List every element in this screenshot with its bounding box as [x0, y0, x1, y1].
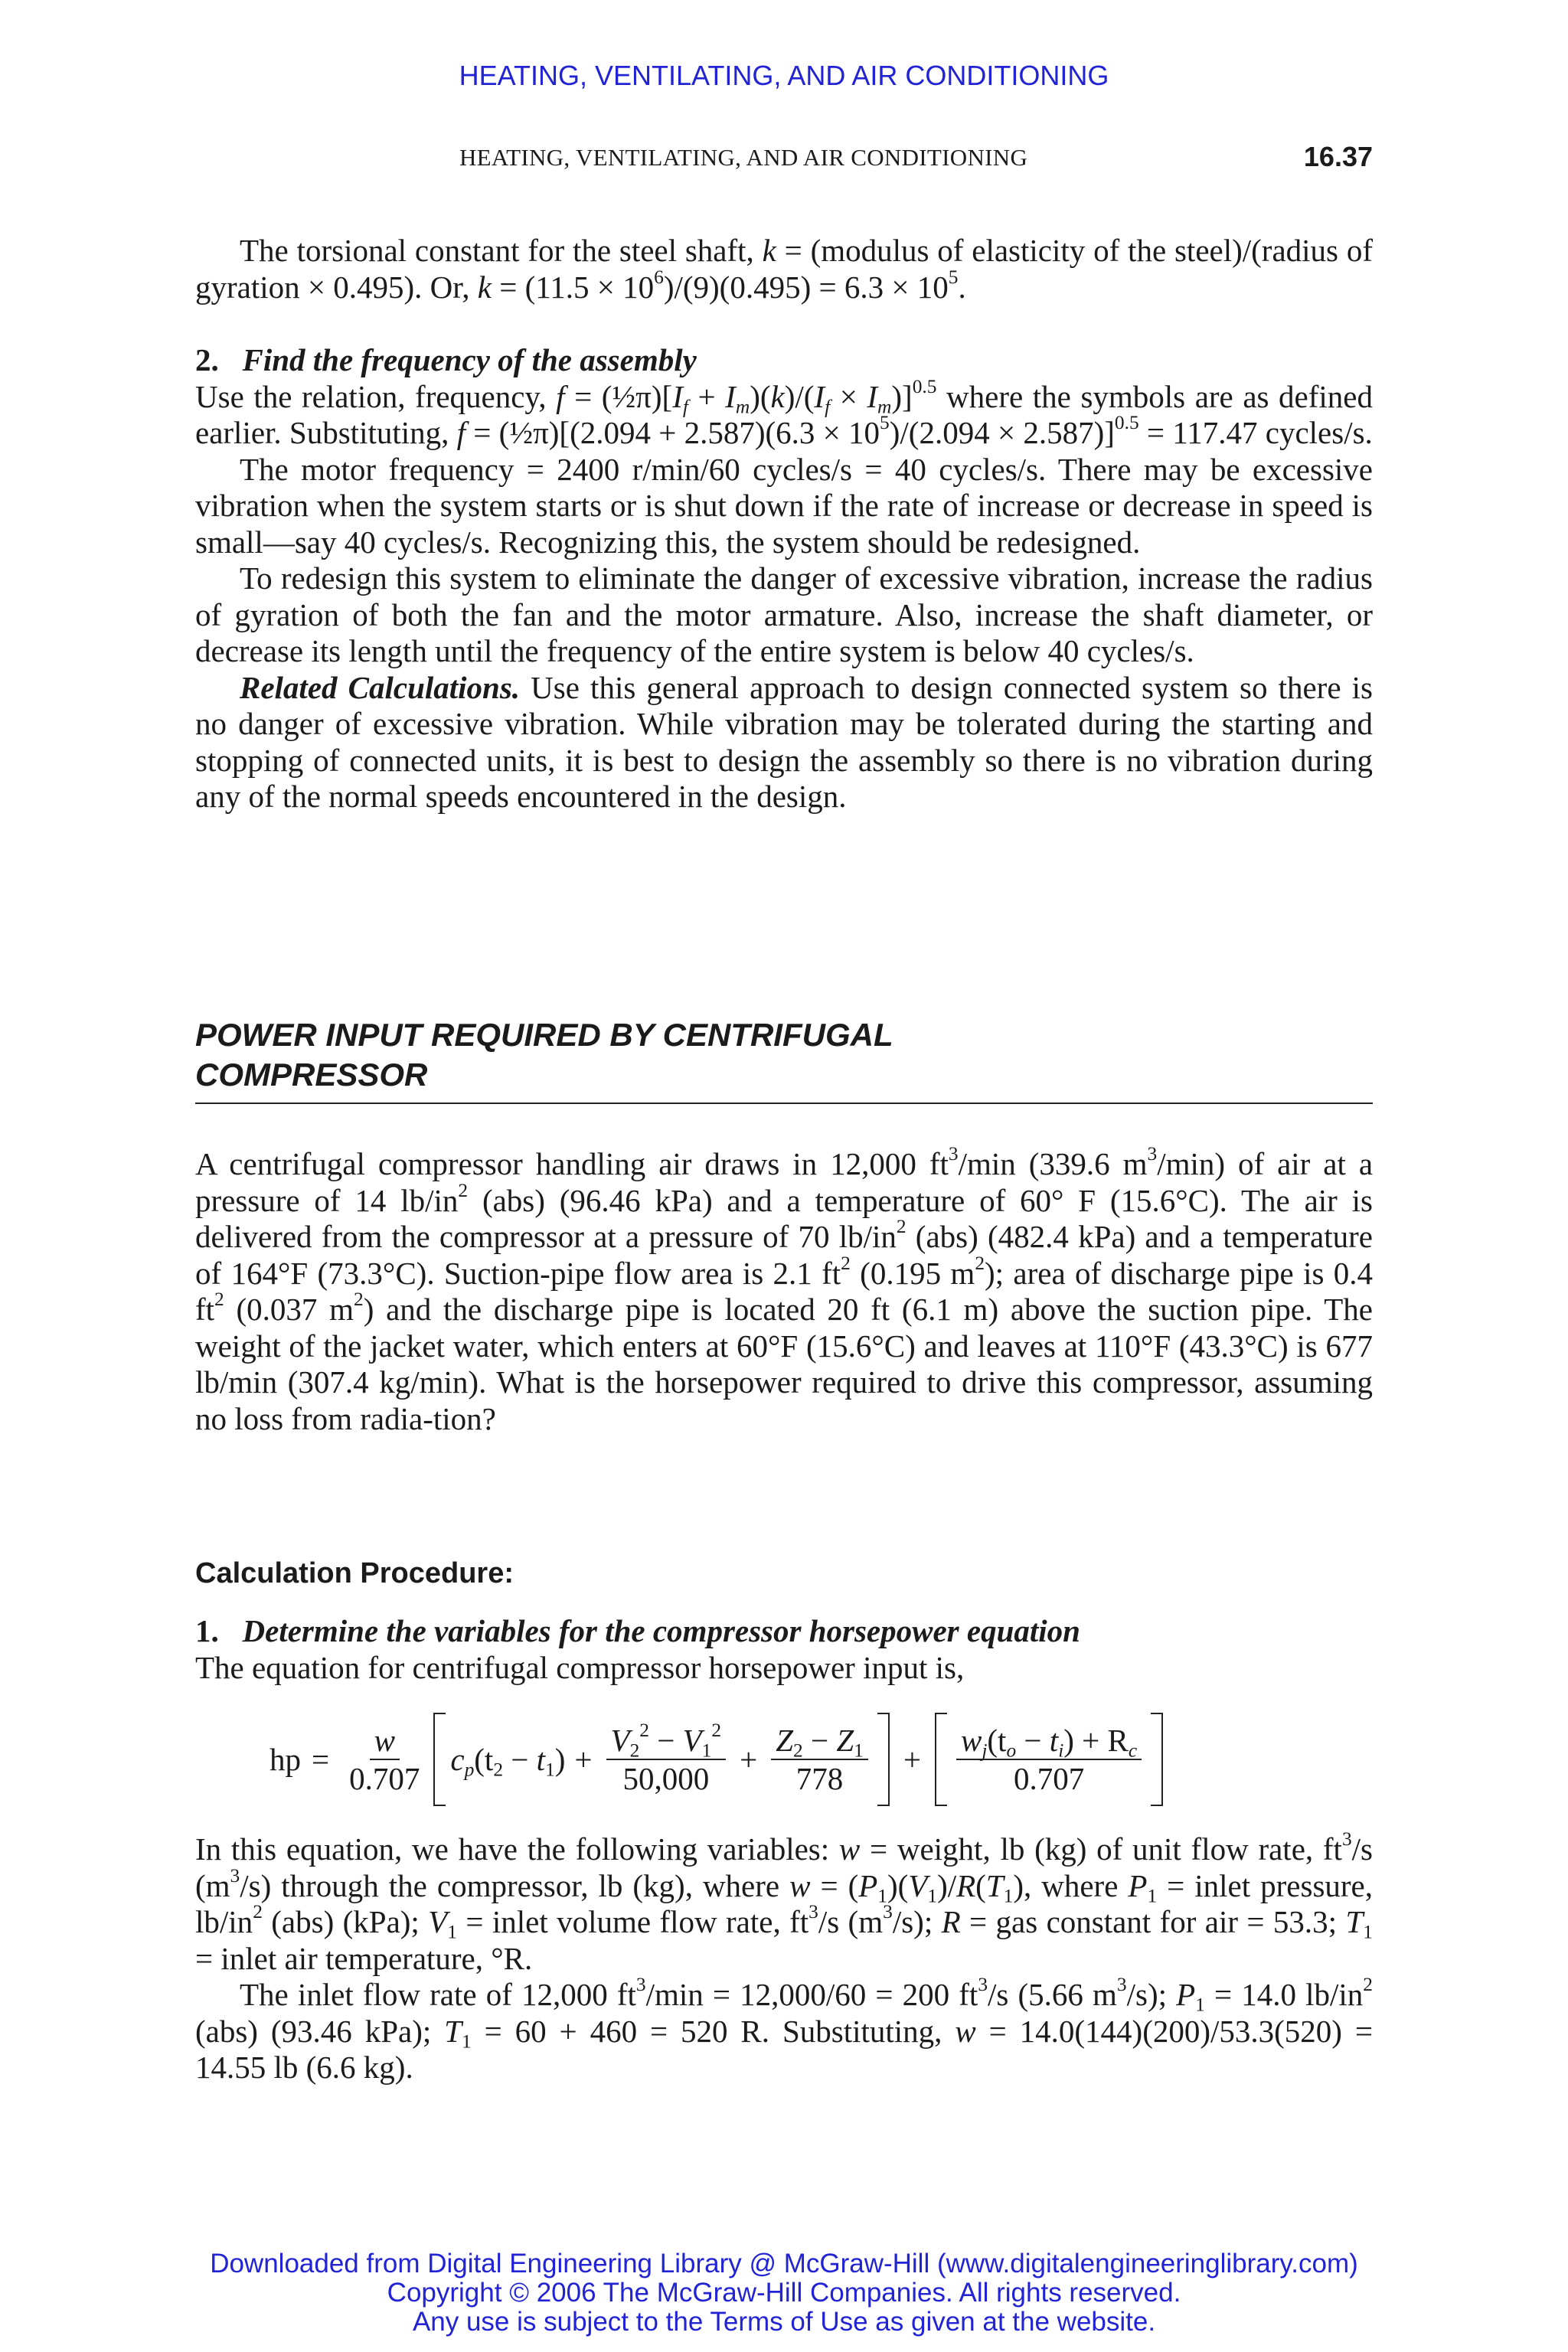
calculation-procedure-heading: Calculation Procedure: [195, 1557, 514, 1589]
problem-statement: A centrifugal compressor handling air draws in 12,000 $ft^3/\min$ (339.6 $m^3/\min$) of air at a pressure of 14 $lb/in^2$ (abs) (96.46 kPa) and a temperature of 60° F (15.6°C). The air is delivered from the compressor at a pressure of 70 $lb/in^2$ (abs) (482.4 kPa) and a temperature of 164°F (73.3°C). Suction-pipe flow area is 2.1 $ft^2$ (0.195 $m^2$); area of discharge pipe is 0.4 $ft^2$ (0.037 $m^2$) and the discharge pipe is located 20 ft (6.1 m) above the suction pipe. The weight of the jacket water, which enters at 60°F (15.6°C) and leaves at 110°F (43.3°C) is 677 lb/min (307.4 kg/min). What is the horsepower required to drive this compressor, assuming no loss from radia-tion? [195, 1142, 1374, 1436]
jacket-water-fraction: $\frac{w_j(t_o - t_i) + R_c}{0.707}$ [956, 1723, 1142, 1796]
section-rule [195, 1102, 1373, 1104]
elevation-fraction: $\frac{Z_2 - Z_1}{778}$ [771, 1723, 868, 1796]
running-head: HEATING, VENTILATING, AND AIR CONDITIONING [459, 144, 1028, 171]
left-bracket [433, 1713, 446, 1806]
footer-download-link[interactable]: Downloaded from Digital Engineering Library @ McGraw-Hill (www.digitalengineeringlibrary.com) [210, 2249, 1358, 2278]
top-banner-title[interactable]: HEATING, VENTILATING, AND AIR CONDITIONING [459, 60, 1109, 91]
velocity-fraction: $\frac{V_2^2 - V_1^2}{50,000}$ [606, 1723, 727, 1796]
page-number: 16.37 [1303, 141, 1373, 172]
motor-frequency-paragraph: The motor frequency = 2400 r/min/60 cycles/s = 40 cycles/s. There may be excessive vibration when the system starts or is shut down if the rate of increase or decrease in speed is small—say 40 cycles/s. Recognizing this, the system should be redesigned. [195, 451, 1373, 560]
right-bracket-2 [1151, 1713, 1163, 1806]
section-title: POWER INPUT REQUIRED BY CENTRIFUGAL COMPRESSOR [195, 1017, 893, 1093]
equation-intro: The equation for centrifugal compressor horsepower input is, [195, 1649, 965, 1685]
related-calculations-paragraph: Related Calculations. Use this general approach to design connected system so there is no danger of excessive vibration. While vibration may be tolerated during the starting and stopping of connected units, it is best to design the assembly so there is no vibration during any of the normal speeds encountered in the design. [195, 669, 1373, 814]
torsional-paragraph: The torsional constant for the steel shaft, k = (modulus of elasticity of the steel)/(radius of gyration × 0.495). Or, $k = (11.5 \times 10^6)/(9)(0.495) = 6.3 \times 10^5$. [195, 233, 1373, 305]
footer-terms[interactable]: Any use is subject to the Terms of Use as given at the website. [412, 2307, 1156, 2337]
left-bracket-2 [935, 1713, 947, 1806]
step-2-heading: 2. Find the frequency of the assembly [195, 342, 697, 377]
footer-copyright[interactable]: Copyright © 2006 The McGraw-Hill Companies. All rights reserved. [387, 2278, 1181, 2308]
inlet-flow-paragraph: The inlet flow rate of 12,000 $ft^3/\min = 12,000/60 = 200$ $ft^3/s$ (5.66 $m^3/s$); $P_1 = 14.0$ $lb/in^2$ (abs) (93.46 kPa); $T_1 = 60 + 460 = 520$ R. Substituting, w = 14.0(144)(200)/53.3(520) = 14.55 lb (6.6 kg). [195, 1973, 1373, 2085]
step-1-heading: 1. Determine the variables for the compressor horsepower equation [195, 1613, 1080, 1648]
redesign-paragraph: To redesign this system to eliminate the danger of excessive vibration, increase the radius of gyration of both the fan and the motor armature. Also, increase the shaft diameter, or decrease its length until the frequency of the entire system is below 40 cycles/s. [195, 560, 1373, 668]
step-2-block [195, 342, 1373, 815]
horsepower-equation: hp = $\frac{w}{0.707}$ $c_p(t_2 - t_1)$ + $\frac{V_2^2 - V_1^2}{50,000}$ + $\frac{Z_2 - Z_1}{778}$ + $\frac{w_j(t_o - t_i) + R_c}{0.707}$ [270, 1712, 1168, 1807]
footer [0, 2249, 1568, 2337]
variables-paragraph: In this equation, we have the following variables: w = weight, lb (kg) of unit flow rate, $ft^3/s$ $(m^3/s)$ through the compressor, lb (kg), where $w = (P_1)(V_1)/R(T_1)$, where $P_1$ = inlet pressure, $lb/in^2$ (abs) (kPa); $V_1$ = inlet volume flow rate, $ft^3/s$ $(m^3/s)$; R = gas constant for air = 53.3; $T_1$ = inlet air temperature, °R. The inlet flow rate of 12,000 $ft^3/\min = 12,000/60 = 200$ $ft^3/s$ (5.66 $m^3/s$); $P_1 = 14.0$ $lb/in^2$ (abs) (93.46 kPa); $T_1 = 60 + 460 = 520$ R. Substituting, w = 14.0(144)(200)/53.3(520) = 14.55 lb (6.6 kg). [195, 1828, 1374, 2085]
frequency-relation-paragraph: Use the relation, frequency, $f = (\frac{1}{2}\pi)[I_f + I_m)(k)/(I_f \times I_m)]^{0.5}$ where the symbols are as defined earlier. Substituting, f = (½π)[(2.094 + $2.587)(6.3 \times 10^5)/(2.094 \times 2.587)]^{0.5} = 117.47$ cycles/s. [195, 375, 1373, 450]
right-bracket [877, 1713, 890, 1806]
step-1-block [195, 1613, 1373, 1686]
w-over-0707-fraction: $\frac{w}{0.707}$ [349, 1723, 420, 1796]
